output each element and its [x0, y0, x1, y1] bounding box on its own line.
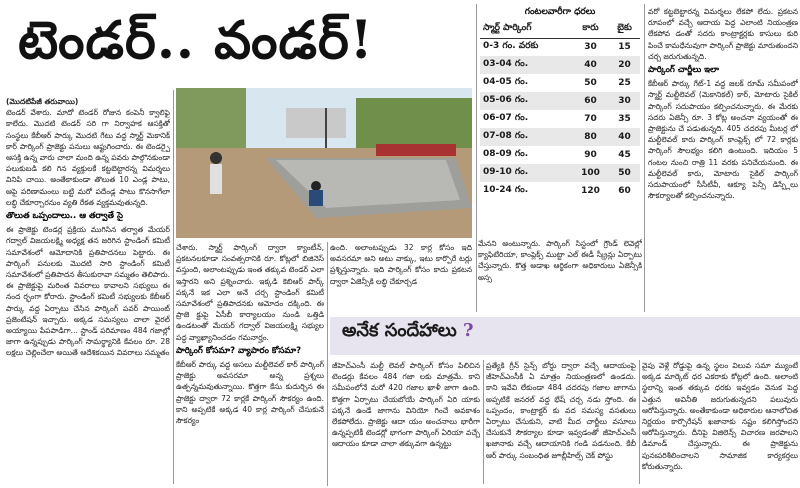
lead-paragraph-1: టెండర్ వేశారు. మాదో టెండర్ రోజున కంపెనీ క్వాలిఫై కాలేదు. మొదటి టెండర్ సరి గా నిర్వాహక ఆసక్తితో సంస్థలు కేబీఆర్ పార్కు మొదటి గేటు వద్ద స్మార్ట్ మెకానిక్ కార్ పార్కింగ్ ప్రాజెక్టు పనులు ఆఫ్టుగించారు. ఈ టెండర్పై ఆసక్తి ఉన్న వారు చాలా మంది ఉన్న పవరు పాల్గొనకుండా పలుకుబడి కలి గిన వ్యక్తులకే కట్టబెట్టారన్న విమర్శలు వినిపి చాయి. అంతేకాకుండా తొలుత 10 ఎండ్ల పాటు, ఆపై పరిణామంలు బట్టి మరో పదేండ్ల పాటు కొనసాగేలా లబ్ధి చేకూర్చారనుం వ్యతి రేకత వ్యక్తమవుతున్నది. — [6, 108, 170, 207]
doubts-title-text: అనేక సందేహాలు — [342, 320, 457, 341]
construction-site-image — [176, 88, 472, 238]
table-row — [480, 74, 640, 92]
table-row — [480, 56, 640, 74]
rate-car: 90 — [584, 150, 597, 160]
column-rule — [476, 4, 477, 312]
rate-car: 60 — [584, 96, 597, 106]
middle-column — [330, 242, 472, 314]
rate-car: 40 — [584, 60, 597, 70]
below-table-column — [478, 238, 642, 314]
rate-car: 30 — [584, 42, 597, 53]
rate-car: 80 — [584, 132, 597, 142]
column-rule — [483, 360, 484, 484]
right-paragraph-2: కేబీఆర్ పార్కు గేట్-1 వద్ద జలక్ రూమ్ సమీపంలో స్మార్ట్ మల్టీలెవల్ (మెకానికల్) కార్, మోటారు సైకిల్ పార్కింగ్ సదుపాయం కల్పించనున్నారు. ఈ మేరకు సదరు ఏజెన్సీ రూ. 3 కోట్ల అంచనా వ్యయంతో ఈ ప్రాజెక్టును చే పడుతున్నది. 405 చదరపు మీటర్ల లో మల్టీలెవల్ కారు పార్కింగ్ కాంప్లెక్స్ లో 72 కార్లకు పార్కింగ్ సౌలభ్యం కలిగి ఉంటుంది. ఇదియం 5 గంటల నుంచి రాత్రి 11 వరకు పనిచేయనుంది. ఈ మల్టీలెవల్ కారు, మోటారు సైకిల్ పార్కింగ్ సదుపాయంలో సీసీటీవీ, ఆక్యూ పెన్సీ డిస్ప్లేలు సౌకర్యాలతో కల్పించనున్నారు. — [648, 79, 798, 201]
column-rule — [173, 90, 174, 484]
table-row — [480, 128, 640, 146]
lead-paragraph-2: ఈ ప్రాజెక్టు టెండర్ల ప్రక్రియ ముగిసిన తర్వాత మేయర్ గద్వాల్ విజయలక్ష్మి అధ్యక్ష తన జరిగిన స్టాండింగ్ కమిటీ సమావేశంలో ఆమోదానికి ప్రతిపాదనలు పెట్టారు. ఈ పార్కింగ్ పనులకు మొదటి సారి స్టాండింగ్ కమిటీ సమావేశంలో ప్రతిపాదన తీసుకురావా సమ్మతం తెలిపారు. ఈ ప్రాజెక్టుపై మరింత వివరాలు కావాలని సభ్యులు ఈ నంద ర్భంగా కోరారు. స్టాండింగ్ కమిటీ సభ్యులకు కేబీఆర్ పార్కు వద్ద ఏర్పాటు చేసిన పార్కింగ్ పవర్ పాయింట్ ప్రజెంటేషన్ ఇచ్చారు. అక్కడ సమస్యలు చాలా వైరల్ అయ్యాయి పేపపాడిగా... స్టాండ్ పరిమాణం 484 గజాల్లో జాగా ఉన్నప్పుడు పార్కింగ్ సామర్థ్యానికి కేవలం రూ. 28 లక్షలు చెల్లించేలా అయితే ఆదేశికయిన వివరాలు సమ్మతం — [6, 225, 170, 358]
dateline: (మొదటిపేజీ తరువాయి) — [6, 97, 79, 106]
rate-slot: 06-07 గం. — [483, 113, 529, 123]
rate-slot: 09-10 గం. — [483, 167, 529, 177]
rate-bike: 25 — [618, 78, 631, 88]
rate-slot: 10-24 గం. — [483, 185, 529, 195]
rates-header-car: కారు — [572, 20, 609, 38]
rates-table-header — [480, 20, 640, 38]
rate-slot: 0-3 గం. వరకు — [483, 41, 539, 52]
rate-slot: 04-05 గం. — [483, 77, 529, 87]
rate-bike: 35 — [618, 114, 631, 124]
column-rule — [639, 360, 640, 484]
construction-photo — [176, 88, 472, 238]
table-row — [480, 164, 640, 182]
column-rule — [327, 242, 328, 486]
rates-header-slot: స్మార్ట్ పార్కింగ్ — [480, 20, 572, 38]
rate-slot: 05-06 గం. — [483, 95, 529, 105]
right-paragraph-1: వరో కట్టబెట్టారన్న విమర్శలు లేకపో లేదు. ప్రకటన రూపంలో వచ్చే ఆదాయ పెద్ద ఎలాంటి నియంత్రణ లేకపోవ డంతో సదరు కాంట్రాక్టర్లకు కాసులు కురి పించే కామధేనువుగా పార్కింగ్ ప్రాజెక్టు మారుతుందని చర్చ జరుగుతున్నది. — [648, 7, 798, 61]
headline: టెండర్.. వండర్! — [18, 10, 374, 71]
rate-slot: 07-08 గం. — [483, 131, 529, 141]
rate-bike: 15 — [618, 42, 631, 53]
doubts-column-1 — [332, 360, 480, 486]
rates-table — [480, 20, 640, 200]
rate-bike: 60 — [618, 186, 631, 196]
doubts-paragraph-2: ప్రత్యేకి గ్రీన్ సైన్స్ బోర్డు ద్వారా వచ్చే ఆదాయంపై జీహెచ్ఎంసీకి ఏ మాత్రం నియంత్రణలో ఉండదు. కాని ఇవేవి లేకుండా 484 చదరపు గజాల జాగాను అప్పటికే జనరల్ వద్ద భేష్ చర్చ నడు స్తోంది. ఈ ఒప్పందం, కాంట్రాక్టర్ కు వద సమస్య వసతులు ఏర్పాటు చేసుకుని, వాటి మీద చార్జీలు వసూలు చేసుకునే సౌకర్యాల కూడా ఇవ్వడంతో జీహెచ్ఎంసీ ఖజానాకు వచ్చే ఆదాయానికి గండి పడనుంది. కేబీ ఆర్ పార్కు సంబంధిత జూబ్లీహిల్స్ చెక్ పోస్టు — [486, 361, 636, 460]
doubts-column-3 — [642, 360, 798, 486]
table-row — [480, 146, 640, 164]
rate-bike: 50 — [618, 168, 631, 178]
rate-car: 70 — [584, 114, 597, 124]
rate-car: 100 — [581, 168, 600, 178]
photo-caption-column — [176, 242, 324, 484]
rates-table-box — [480, 4, 640, 232]
middle-paragraph-1: ఉంది. అలాంటప్పుడు 32 కార్ల కోసం ఇది అవసరమా అని అటు వాక్కు, ఇటు కార్పొరే టర్లు ప్రశ్నిస్తున్నారు. ఇది పార్కింగ్ కోసం కాదు ప్రకటన ద్వారా ఏజెన్సీకి లబ్ధి చేకూర్చడ — [330, 243, 472, 286]
caption-paragraph-2: కేబీఆర్ పార్కు వద్ద అసలు మల్టీలెవల్ కార్ పార్కింగ్ ప్రాజెక్టు అవసరమా అన్న ప్రశ్నలు ఉత్పన్నమవుతున్నాయి. కొత్తగా కేసు కుదుర్చిన ఈ ప్రాజెక్టు ద్వారా 72 కార్లకే పార్కింగ్ సౌకర్యం ఉంది. కాని అప్పటికే అక్కడ 40 కార్ల పార్కింగ్ చేసుకునే సౌకర్యం — [176, 360, 324, 426]
rate-car: 50 — [584, 78, 597, 88]
doubts-question-mark: ? — [463, 320, 474, 341]
table-row — [480, 92, 640, 110]
table-row — [480, 38, 640, 56]
column-rule — [644, 4, 645, 312]
lead-subhead: తొలుత ఒప్పందాలు.. ఆ తర్వాతే సై — [6, 211, 123, 222]
rates-table-title: గంటలవారీగా ధరలు — [524, 7, 596, 17]
doubts-paragraph-1: జీహెచ్ఎంసీ మల్టీ లెవల్ పార్కింగ్ కోసం పిలిచిన టెండర్లు కేవలం 484 గజా లకు మాత్రమే. కాని సమీపంలోనే మరో 420 గజాల ఖాళీ జాగా ఉంది. కొత్తగా ఏర్పాటు చేయబోయే పార్కింగ్ ఏరి యాకు పక్కనే ఉండే జాగాను వినియో గించే అవకాశం లేకపోలేదు. ప్రాజెక్టు ఆదా యం అంచనాలు భారీగా ఉన్నప్పటికీ టెండర్లో భాగంగా పార్కింగ్ ఏరియా వచ్చే ఆదాయం కూడా చాలా తక్కువగా ఉన్నట్టు — [332, 361, 480, 449]
rate-bike: 20 — [618, 60, 631, 70]
rate-slot: 08-09 గం. — [483, 149, 529, 159]
rate-bike: 30 — [618, 96, 631, 106]
below-table-paragraph: మేనని అంటున్నారు. పార్కింగ్ సిస్టంలో గ్రౌండ్ లెవెల్లో క్యాఫిటేరియా, కాంప్లెక్స్ ముట్టా ఎల్ ఈడీ స్క్రీన్లు ఏర్పాటు చేస్తున్నారు. కొత్త అడాఖ ఆర్థికంగా అధికారులు ఏజెన్సీకి అస్స — [478, 239, 642, 282]
doubts-paragraph-3: వైపు వెళ్లే రోడ్డుపై ఉన్న స్థలం విలువ సమా మ్యుంటే అక్కడ మార్కెట్ ధర ఎకరాకు కోట్లలో ఉంది. అలాంటి స్థలాన్ని ఇంత తక్కువ ధరకు ఇవ్వడం వెనుక పెద్ద ఎత్తున అవినీతి జరుగుతున్నదని పలువురు ఆరోపిస్తున్నారు. అంతేకాకుండా అధికారుల ఆనాలోచిత నిర్ణయం కార్పొరేషన్ ఖజానాకు నష్టం కలిగిస్తోందని ఆరోపిస్తున్నారు. దీనిపై విజిలెన్స్ విచారణ జరపాలని డిమాండ్ చేస్తున్నారు. ఈ ప్రాజెక్టును పునఃపరిశీలించాలని సామాజిక కార్యకర్తలు కోరుతున్నారు. — [642, 361, 798, 471]
lead-column — [6, 96, 170, 484]
doubts-column-2 — [486, 360, 636, 486]
rate-bike: 40 — [618, 132, 631, 142]
table-row — [480, 110, 640, 128]
doubts-title — [342, 320, 474, 345]
caption-paragraph-1: చేశారు. స్మార్ట్ పార్కింగ్ ద్వారా క్యాంటీన్, ప్రకటనలకూడా సంవత్సరానికి రూ. కోట్లలో బిజినెస్ వస్తుంది, అలాంటప్పుడు ఇంత తక్కువ టెండర్ ఎలా ఇస్తారని అని ప్రశ్నించారు. ఇక్కడి కెబిఆర్ పార్క్ పక్కనే ఇక ఎలా అనే చర్చ స్టాండింగ్ కమిటీ సమావేశంలో ప్రతిపాదనకు ఆమోదం దక్కింది. ఈ ప్రాజె క్టుపై ఏసీబీ కార్యాలయం నుండి ఒత్తిడి ఉండటంతో మేయర్ గద్వాల్ విజయలక్ష్మి సభ్యుల పద్ధ వ్యాఖ్యానించడం గమనార్హం. — [176, 243, 324, 342]
charges-subhead: పార్కింగ్ చార్జీలు ఇలా — [648, 65, 719, 76]
rate-slot: 03-04 గం. — [483, 59, 529, 69]
rate-car: 120 — [581, 186, 600, 196]
rate-bike: 45 — [618, 150, 631, 160]
business-subhead: పార్కింగ్ కోసమా? వ్యాపారం కోసమా? — [176, 345, 302, 356]
rates-header-bike: బైకు — [609, 20, 640, 38]
table-row — [480, 182, 640, 200]
right-column — [648, 6, 798, 314]
